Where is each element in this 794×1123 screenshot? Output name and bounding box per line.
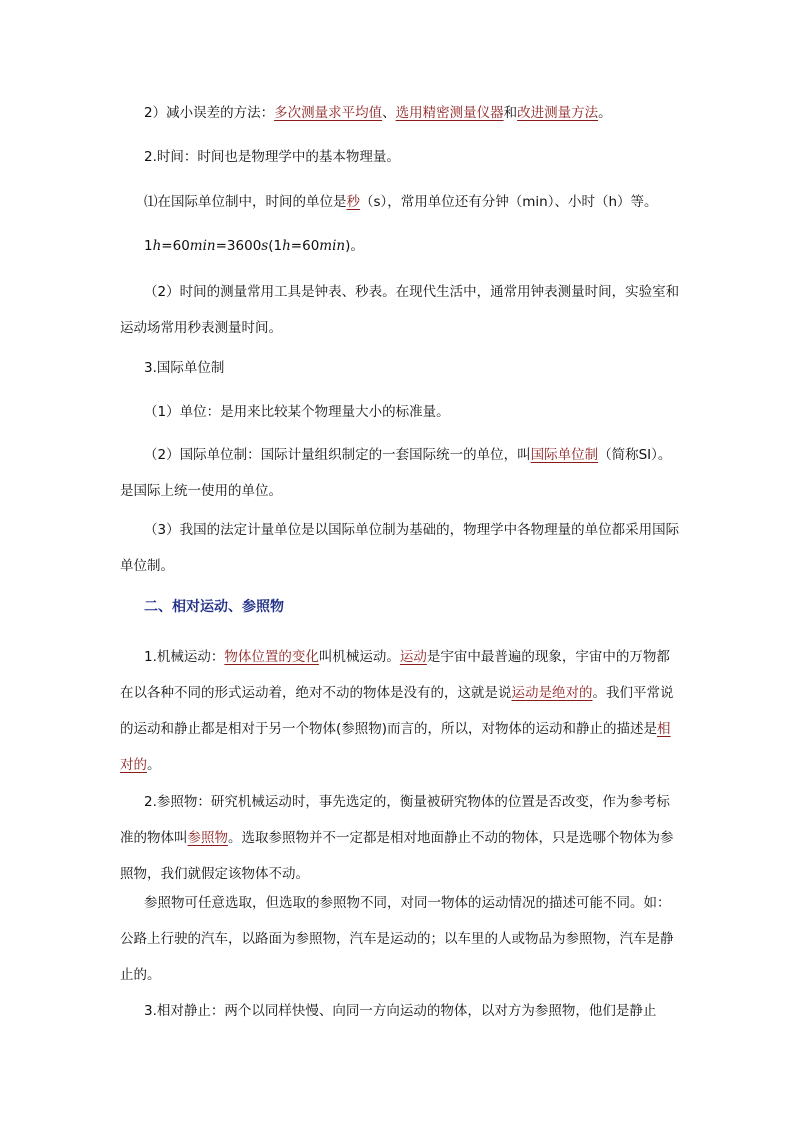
unit: h	[152, 238, 162, 254]
text: 。	[147, 757, 161, 773]
link-motion-absolute[interactable]: 运动是绝对的	[511, 685, 593, 701]
text: )。	[345, 238, 364, 254]
text: =60	[161, 238, 190, 254]
link-relative[interactable]: 相对的	[120, 721, 671, 773]
text: 。选取参照物并不一定都是相对地面静止不动的物体，只是选哪个物体为参照物，我们就假定该物体不动。	[120, 830, 674, 882]
paragraph-si-time-unit	[144, 187, 704, 217]
paragraph-time: 2.时间：时间也是物理学中的基本物理量。	[144, 149, 400, 165]
text: 叫机械运动。	[318, 649, 400, 665]
text: ⑴在国际单位制中，时间的单位是	[144, 194, 347, 210]
unit: min	[319, 238, 346, 254]
text: （简称SI）。是国际上统一使用的单位。	[120, 447, 672, 499]
paragraph-si-title: 3.国际单位制	[144, 360, 225, 376]
text: 2）减小误差的方法：	[144, 105, 275, 121]
text: 、	[382, 105, 396, 121]
section-heading-relative-motion: 二、相对运动、参照物	[144, 599, 284, 615]
unit: h	[282, 238, 291, 254]
text: (1	[268, 238, 283, 254]
link-si[interactable]: 国际单位制	[530, 447, 599, 463]
link-position-change[interactable]: 物体位置的变化	[224, 649, 319, 665]
link-reference-object[interactable]: 参照物	[187, 830, 228, 846]
text: 2.参照物：研究机械运动时，事先选定的，衡量被研究物体的位置是否改变，作为参考标准的物体叫	[120, 794, 670, 846]
paragraph-error-reduction	[144, 98, 704, 128]
text: =60	[290, 238, 320, 254]
paragraph-legal-units: （3）我国的法定计量单位是以国际单位制为基础的，物理学中各物理量的单位都采用国际单位制。	[120, 522, 680, 574]
unit: min	[189, 238, 216, 254]
link-average-measurement[interactable]: 多次测量求平均值	[274, 105, 383, 121]
text: 。我们平常说的运动和静止都是相对于另一个物体(参照物)而言的，所以，对物体的运动和静止的描述是	[120, 685, 674, 737]
text: （s），常用单位还有分钟（min）、小时（h）等。	[360, 194, 658, 210]
text: 1	[144, 238, 153, 254]
text: =3600	[215, 238, 262, 254]
link-second[interactable]: 秒	[346, 194, 360, 210]
link-precise-instrument[interactable]: 选用精密测量仪器	[395, 105, 504, 121]
paragraph-unit-definition: （1）单位：是用来比较某个物理量大小的标准量。	[144, 404, 450, 420]
paragraph-mechanical-motion	[120, 639, 680, 783]
paragraph-reference-example: 参照物可任意选取，但选取的参照物不同，对同一物体的运动情况的描述可能不同。如：公路上行驶的汽车，以路面为参照物，汽车是运动的；以车里的人或物品为参照物，汽车是静止的。	[120, 895, 674, 983]
unit: s	[261, 238, 269, 254]
paragraph-relative-rest: 3.相对静止：两个以同样快慢、向同一方向运动的物体，以对方为参照物，他们是静止	[144, 1003, 657, 1019]
paragraph-time-tools: （2）时间的测量常用工具是钟表、秒表。在现代生活中，通常用钟表测量时间，实验室和运动场常用秒表测量时间。	[120, 284, 680, 336]
text: （2）国际单位制：国际计量组织制定的一套国际统一的单位，叫	[144, 447, 531, 463]
link-improve-method[interactable]: 改进测量方法	[517, 105, 599, 121]
paragraph-si-definition	[120, 437, 680, 509]
paragraph-time-conversion	[144, 231, 704, 261]
text: 是宇宙中最普遍的现象，宇宙中的万物都在以各种不同的形式运动着，绝对不动的物体是没有的，这就是说	[120, 649, 670, 701]
text: 1.机械运动：	[144, 649, 225, 665]
link-motion[interactable]: 运动	[399, 649, 427, 665]
text: 。	[598, 105, 612, 121]
text: 和	[503, 105, 518, 121]
paragraph-reference-object	[120, 784, 680, 892]
